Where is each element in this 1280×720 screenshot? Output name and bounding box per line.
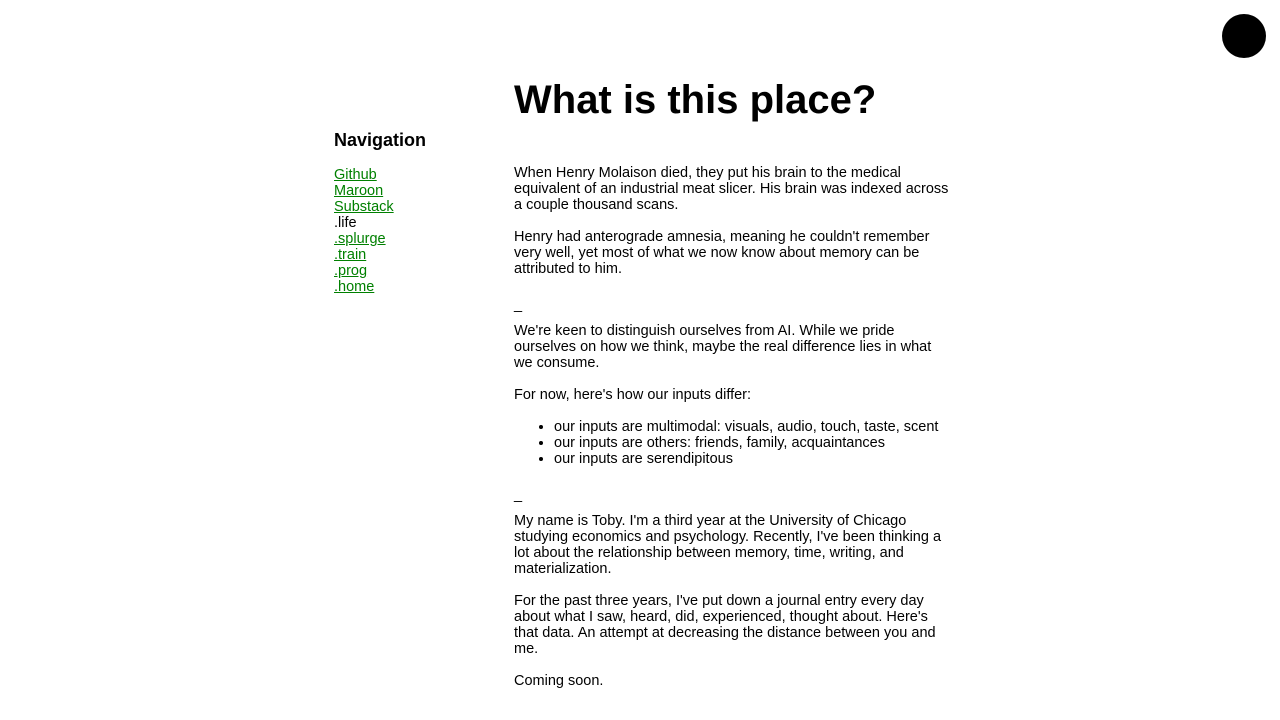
nav-item-train[interactable] xyxy=(334,247,494,263)
paragraph-henry-1: When Henry Molaison died, they put his brain to the medical equivalent of an industrial meat slicer. His brain was indexed across a couple thousand scans. xyxy=(514,165,949,213)
paragraph-coming-soon: Coming soon. xyxy=(514,673,604,689)
main-content xyxy=(514,78,950,705)
nav-list xyxy=(334,167,494,295)
nav-current-life: .life xyxy=(334,215,357,231)
inputs-list xyxy=(514,419,950,467)
nav-item-life-current xyxy=(334,215,494,231)
paragraph-about-toby: My name is Toby. I'm a third year at the University of Chicago studying economics and psychology. Recently, I've been thinking a lot about the relationship between memory, time, writing, and materialization. xyxy=(514,513,942,577)
nav-item-prog[interactable] xyxy=(334,263,494,279)
nav-link-github[interactable]: Github xyxy=(334,167,377,183)
section-separator: _ xyxy=(514,487,523,503)
paragraph-inputs-lead: For now, here's how our inputs differ: xyxy=(514,387,752,403)
paragraph-journal: For the past three years, I've put down a journal entry every day about what I saw, heard, did, experienced, thought about. Here's that data. An attempt at decreasing the distance between you and me. xyxy=(514,593,936,657)
nav-link-prog[interactable]: .prog xyxy=(334,263,368,279)
nav-link-splurge[interactable]: .splurge xyxy=(334,231,386,247)
nav-item-splurge[interactable] xyxy=(334,231,494,247)
nav-item-github[interactable] xyxy=(334,167,494,183)
paragraph-henry-2: Henry had anterograde amnesia, meaning he couldn't remember very well, yet most of what we now know about memory can be attributed to him. xyxy=(514,229,930,277)
sidebar-navigation xyxy=(334,129,494,295)
nav-link-train[interactable]: .train xyxy=(334,247,367,263)
navigation-heading: Navigation xyxy=(334,130,427,150)
list-item: • our inputs are serendipitous xyxy=(554,451,950,467)
nav-link-maroon[interactable]: Maroon xyxy=(334,183,384,199)
nav-item-substack[interactable] xyxy=(334,199,494,215)
list-item: • our inputs are others: friends, family, acquaintances xyxy=(554,435,950,451)
nav-link-substack[interactable]: Substack xyxy=(334,199,394,215)
nav-link-home[interactable]: .home xyxy=(334,279,375,295)
nav-item-home[interactable] xyxy=(334,279,494,295)
nav-item-maroon[interactable] xyxy=(334,183,494,199)
paragraph-ai-intro: We're keen to distinguish ourselves from AI. While we pride ourselves on how we think, maybe the real difference lies in what we consume. xyxy=(514,323,932,371)
page-title: What is this place? xyxy=(514,78,877,122)
avatar[interactable] xyxy=(1222,14,1266,58)
list-item: • our inputs are multimodal: visuals, audio, touch, taste, scent xyxy=(554,419,950,435)
section-separator: _ xyxy=(514,297,523,313)
